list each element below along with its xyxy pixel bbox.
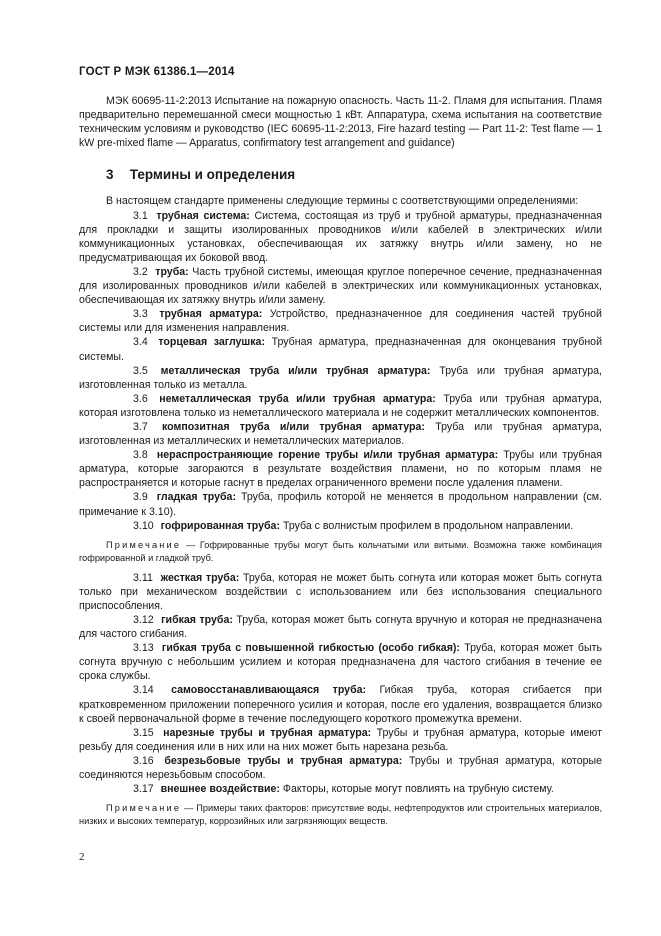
term-name: безрезьбовые трубы и трубная арматура: xyxy=(164,754,403,767)
term-name: гофрированная труба: xyxy=(160,519,280,532)
term-definition: 3.7 композитная труба и/или трубная арматура: Труба или трубная арматура, изготовленная из металлических и неметаллических материалов. xyxy=(79,420,602,448)
term-name: жесткая труба: xyxy=(160,571,240,584)
document-body xyxy=(79,94,602,834)
term-definition: 3.2 труба: Часть трубной системы, имеющая круглое поперечное сечение, предназначенная для изолированных проводников и/или кабелей в электрических или коммуникационных установках, обеспечивающая их затяжку внутрь и/или замену. xyxy=(79,265,602,307)
term-name: самовосстанавливающаяся труба: xyxy=(171,684,367,697)
term-name: неметаллическая труба и/или трубная арматура: xyxy=(159,392,436,405)
note-label: Примечание xyxy=(106,803,182,814)
intro-paragraph: В настоящем стандарте применены следующие термины с соответствующими определениями: xyxy=(106,195,579,208)
term-definition: 3.13 гибкая труба с повышенной гибкостью (особо гибкая): Труба, которая может быть согнута вручную с небольшим усилием и которая предназначена для частого сгибания в течение ее срока службы. xyxy=(79,642,602,683)
term-name: гибкая труба с повышенной гибкостью (особо гибкая): xyxy=(161,642,460,655)
term-name: композитная труба и/или трубная арматура: xyxy=(162,420,425,433)
term-name: металлическая труба и/или трубная арматура: xyxy=(160,364,431,377)
note-1: Примечание — Гофрированные трубы могут быть кольчатыми или витыми. Возможна также комбинация гофрированной и гладкой труб. xyxy=(79,539,602,563)
term-name: трубная система: xyxy=(156,209,250,222)
section-heading xyxy=(106,168,602,182)
term-name: труба: xyxy=(155,265,189,278)
term-name: внешнее воздействие: xyxy=(160,783,280,796)
term-definition: 3.6 неметаллическая труба и/или трубная арматура: Труба или трубная арматура, которая изготовлена только из неметаллического материала и не содержит металлических компонентов. xyxy=(79,392,602,419)
reference-paragraph: МЭК 60695-11-2:2013 Испытание на пожарную опасность. Часть 11-2. Пламя для испытания. Пламя предварительно перемешанной смеси мощностью 1 кВт. Аппаратура, схема испытания на соответствие техническим условиям и руководство (IEC 60695-11-2:2013, Fire hazard testing — Part 11-2: Test flame — 1 kW pre-mixed flame — Apparatus, confirmatory test arrangement and guidance) xyxy=(79,95,602,150)
term-definition: 3.1 трубная система: Система, состоящая из труб и трубной арматуры, предназначенная для прокладки и защиты изолированных проводников и/или кабелей в электрических и/или коммуникационных установках, обеспечивающая их затяжку внутрь и/или замену, но не предусматривающая их боковой ввод. xyxy=(79,209,602,264)
section-number: 3 xyxy=(106,167,114,183)
term-definition: 3.16 безрезьбовые трубы и трубная арматура: Трубы и трубная арматура, которые соединяются нерезьбовым способом. xyxy=(79,754,603,782)
term-definition: 3.10 гофрированная труба: Труба с волнистым профилем в продольном направлении. xyxy=(133,519,574,532)
page-number: 2 xyxy=(79,851,85,863)
term-definition: 3.12 гибкая труба: Труба, которая может быть согнута вручную и которая не предназначена для частого сгибания. xyxy=(79,614,602,641)
term-definition: 3.14 самовосстанавливающаяся труба: Гибкая труба, которая сгибается при кратковременном приложении поперечного усилия и которая, после его удаления, возвращается близко к своей первоначальной форме в течение последующего короткого промежутка времени. xyxy=(79,684,602,725)
term-definition: 3.11 жесткая труба: Труба, которая не может быть согнута или которая может быть согнута только при механическом воздействии с использованием или без использования специального приспособления. xyxy=(79,571,602,612)
term-definition: 3.9 гладкая труба: Труба, профиль которой не меняется в продольном направлении (см. примечание к 3.10). xyxy=(79,491,602,518)
section-title: Термины и определения xyxy=(129,167,296,183)
term-name: гладкая труба: xyxy=(156,491,236,504)
note-2: Примечание — Примеры таких факторов: присутствие воды, нефтепродуктов или строительных материалов, низких и высоких температур, коррозийных или загрязняющих веществ. xyxy=(79,803,602,827)
term-definition: 3.3 трубная арматура: Устройство, предназначенное для соединения частей трубной системы или для изменения направления. xyxy=(79,308,602,335)
term-definition: 3.8 нераспространяющие горение трубы и/или трубная арматура: Трубы или трубная арматура, которые загораются в результате воздействия пламени, но по которым пламя не распространяется и которые гаснут в пределах ограниченного времени после удаления пламени. xyxy=(79,449,602,490)
term-definition: 3.15 нарезные трубы и трубная арматура: Трубы и трубная арматура, которые имеют резьбу для соединения или в них или на них может быть нарезана резьба. xyxy=(79,726,602,753)
note-label: Примечание xyxy=(106,539,182,550)
term-definition: 3.4 торцевая заглушка: Трубная арматура, предназначенная для оконцевания трубной системы. xyxy=(79,336,602,363)
term-name: нарезные трубы и трубная арматура: xyxy=(163,726,372,739)
term-name: нераспространяющие горение трубы и/или трубная арматура: xyxy=(156,449,499,462)
term-name: гибкая труба: xyxy=(161,614,233,626)
standard-header: ГОСТ Р МЭК 61386.1—2014 xyxy=(79,66,235,78)
term-name: трубная арматура: xyxy=(159,308,263,321)
term-name: торцевая заглушка: xyxy=(158,336,265,349)
term-definition: 3.17 внешнее воздействие: Факторы, которые могут повлиять на трубную систему. xyxy=(133,783,554,796)
term-definition: 3.5 металлическая труба и/или трубная арматура: Труба или трубная арматура, изготовленная только из металла. xyxy=(79,364,602,391)
